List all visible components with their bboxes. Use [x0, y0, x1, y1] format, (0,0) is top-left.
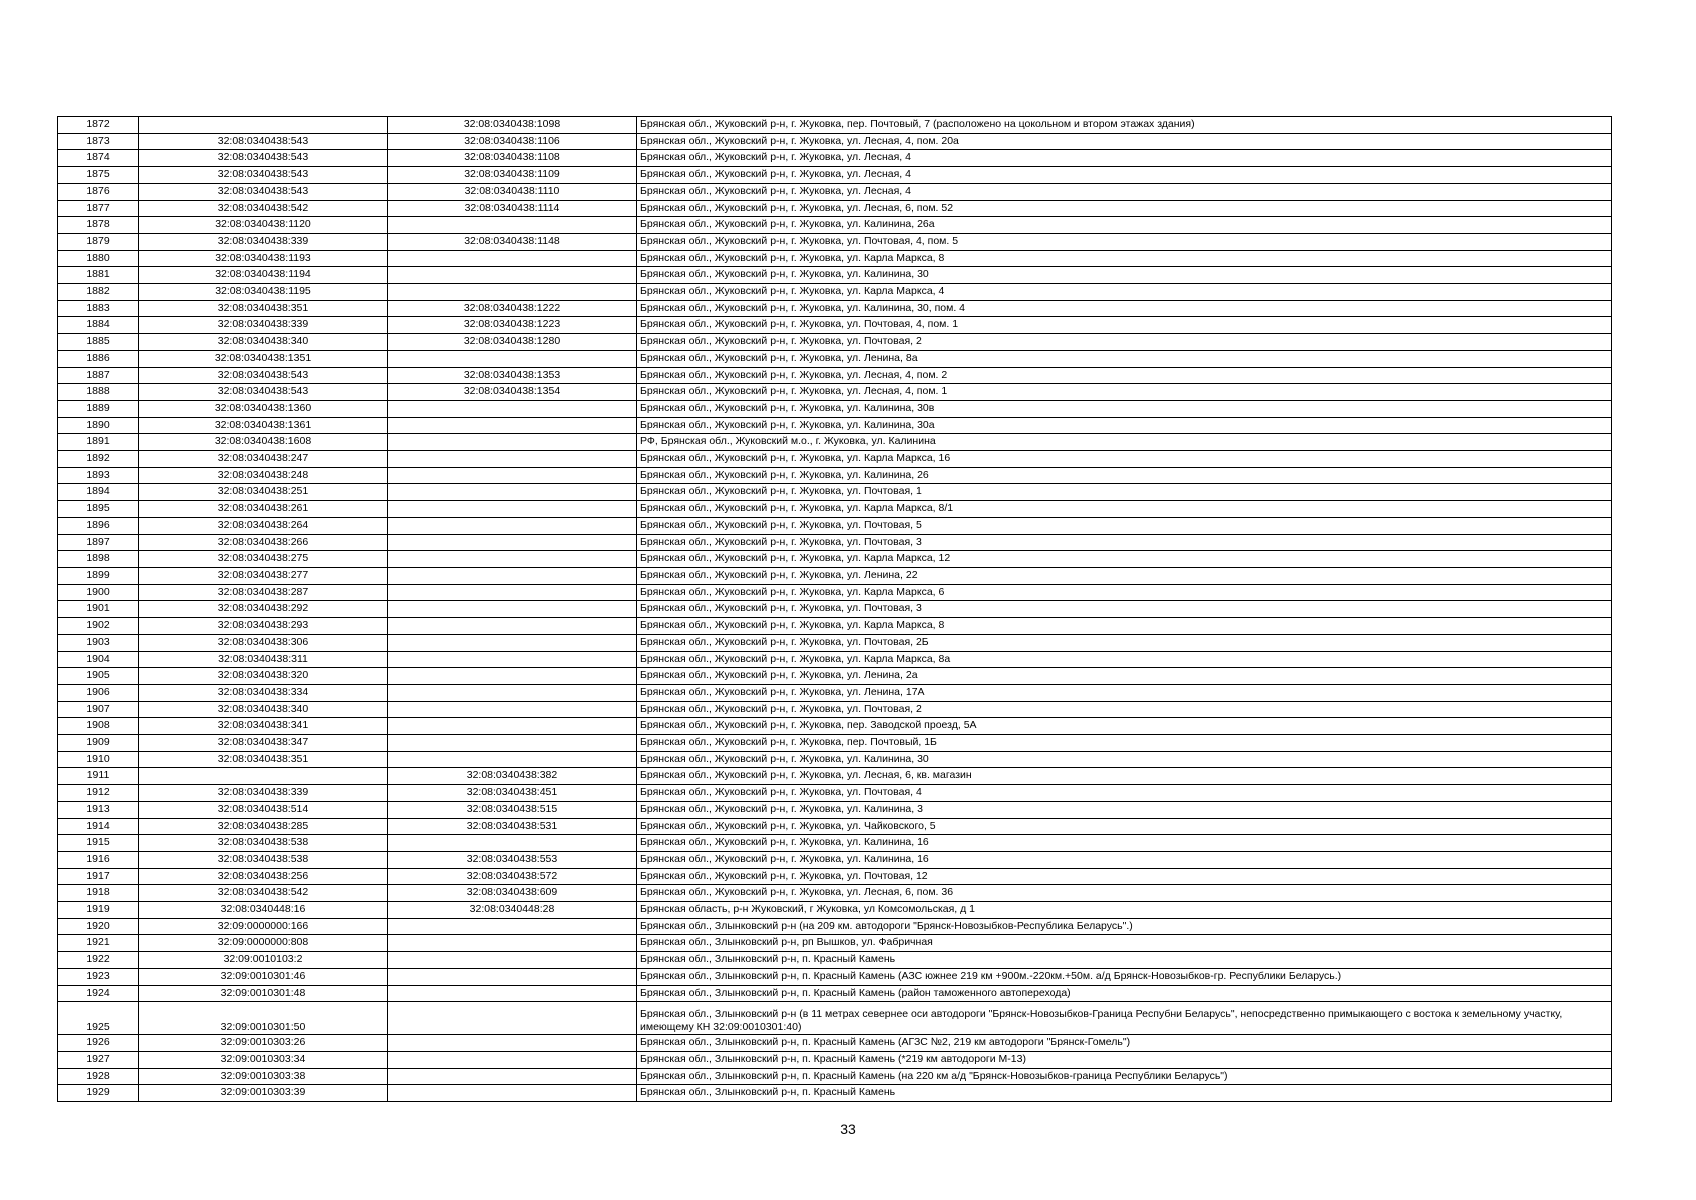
parent-cadastral-cell: 32:09:0010301:48	[139, 985, 388, 1002]
parent-cadastral-cell: 32:08:0340438:266	[139, 534, 388, 551]
cadastral-number-cell	[388, 584, 637, 601]
parent-cadastral-cell: 32:08:0340438:311	[139, 651, 388, 668]
table-row	[58, 484, 1612, 501]
address-cell: Брянская обл., Жуковский р-н, г. Жуковка, пер. Заводской проезд, 5А	[637, 718, 1612, 735]
address-cell: Брянская обл., Жуковский р-н, г. Жуковка, ул. Калинина, 16	[637, 835, 1612, 852]
row-number-cell: 1915	[58, 835, 139, 852]
row-number-cell: 1876	[58, 183, 139, 200]
address-cell: Брянская обл., Жуковский р-н, г. Жуковка, ул. Лесная, 4	[637, 167, 1612, 184]
row-number-cell: 1892	[58, 451, 139, 468]
cadastral-number-cell	[388, 935, 637, 952]
cadastral-number-cell: 32:08:0340438:1222	[388, 300, 637, 317]
address-cell: Брянская обл., Жуковский р-н, г. Жуковка, пер. Почтовый, 7 (расположено на цокольном и втором этажах здания)	[637, 117, 1612, 134]
address-cell: Брянская обл., Жуковский р-н, г. Жуковка, ул. Калинина, 30а	[637, 417, 1612, 434]
parent-cadastral-cell: 32:09:0000000:808	[139, 935, 388, 952]
cadastral-number-cell	[388, 517, 637, 534]
table-row	[58, 1002, 1612, 1035]
row-number-cell: 1881	[58, 267, 139, 284]
row-number-cell: 1895	[58, 501, 139, 518]
table-row	[58, 267, 1612, 284]
cadastral-number-cell: 32:08:0340438:1280	[388, 334, 637, 351]
table-row	[58, 1068, 1612, 1085]
cadastral-number-cell	[388, 400, 637, 417]
address-cell: Брянская обл., Жуковский р-н, г. Жуковка, ул. Ленина, 17А	[637, 684, 1612, 701]
table-row	[58, 250, 1612, 267]
address-cell: Брянская обл., Жуковский р-н, г. Жуковка, ул. Лесная, 6, пом. 52	[637, 200, 1612, 217]
table-row	[58, 618, 1612, 635]
table-row	[58, 300, 1612, 317]
table-row	[58, 851, 1612, 868]
address-cell: Брянская обл., Жуковский р-н, г. Жуковка, ул. Почтовая, 4, пом. 1	[637, 317, 1612, 334]
parent-cadastral-cell	[139, 117, 388, 134]
address-cell: Брянская обл., Жуковский р-н, г. Жуковка, ул. Ленина, 22	[637, 567, 1612, 584]
address-cell: Брянская обл., Жуковский р-н, г. Жуковка, ул. Карла Маркса, 4	[637, 284, 1612, 301]
address-cell: Брянская обл., Жуковский р-н, г. Жуковка, ул. Почтовая, 2	[637, 334, 1612, 351]
parent-cadastral-cell: 32:08:0340438:347	[139, 735, 388, 752]
address-cell: Брянская обл., Злынковский р-н, п. Красный Камень (на 220 км а/д "Брянск-Новозыбков-граница Республики Беларусь")	[637, 1068, 1612, 1085]
cadastral-number-cell	[388, 735, 637, 752]
table-row	[58, 417, 1612, 434]
address-cell: РФ, Брянская обл., Жуковский м.о., г. Жуковка, ул. Калинина	[637, 434, 1612, 451]
parent-cadastral-cell: 32:08:0340438:247	[139, 451, 388, 468]
parent-cadastral-cell: 32:08:0340438:285	[139, 818, 388, 835]
row-number-cell: 1916	[58, 851, 139, 868]
row-number-cell: 1893	[58, 467, 139, 484]
address-cell: Брянская обл., Злынковский р-н, п. Красный Камень	[637, 1085, 1612, 1102]
row-number-cell: 1877	[58, 200, 139, 217]
address-cell: Брянская обл., Злынковский р-н, п. Красный Камень (район таможенного автоперехода)	[637, 985, 1612, 1002]
cadastral-number-cell	[388, 484, 637, 501]
cadastral-number-cell	[388, 267, 637, 284]
cadastral-number-cell	[388, 835, 637, 852]
table-row	[58, 634, 1612, 651]
table-row	[58, 317, 1612, 334]
table-row	[58, 117, 1612, 134]
parent-cadastral-cell: 32:08:0340438:1608	[139, 434, 388, 451]
address-cell: Брянская обл., Жуковский р-н, г. Жуковка, ул. Калинина, 3	[637, 801, 1612, 818]
parent-cadastral-cell: 32:08:0340438:514	[139, 801, 388, 818]
property-table-body	[58, 117, 1612, 1102]
table-row	[58, 735, 1612, 752]
parent-cadastral-cell: 32:08:0340438:306	[139, 634, 388, 651]
address-cell: Брянская обл., Жуковский р-н, г. Жуковка, ул. Карла Маркса, 8а	[637, 651, 1612, 668]
cadastral-number-cell	[388, 634, 637, 651]
table-row	[58, 467, 1612, 484]
parent-cadastral-cell: 32:08:0340438:340	[139, 701, 388, 718]
parent-cadastral-cell: 32:09:0010103:2	[139, 952, 388, 969]
table-row	[58, 1035, 1612, 1052]
table-row	[58, 167, 1612, 184]
address-cell: Брянская обл., Жуковский р-н, г. Жуковка, ул. Почтовая, 2Б	[637, 634, 1612, 651]
cadastral-number-cell: 32:08:0340438:572	[388, 868, 637, 885]
table-row	[58, 350, 1612, 367]
parent-cadastral-cell: 32:08:0340438:277	[139, 567, 388, 584]
cadastral-number-cell	[388, 1051, 637, 1068]
table-row	[58, 868, 1612, 885]
address-cell: Брянская обл., Злынковский р-н (на 209 км. автодороги "Брянск-Новозыбков-Республика Беларусь".)	[637, 918, 1612, 935]
row-number-cell: 1914	[58, 818, 139, 835]
row-number-cell: 1910	[58, 751, 139, 768]
address-cell: Брянская обл., Жуковский р-н, г. Жуковка, ул. Почтовая, 3	[637, 601, 1612, 618]
table-row	[58, 133, 1612, 150]
parent-cadastral-cell: 32:08:0340438:1194	[139, 267, 388, 284]
address-cell: Брянская обл., Злынковский р-н, п. Красный Камень (АЗС южнее 219 км +900м.-220км.+50м. а/д Брянск-Новозыбков-гр. Республики Беларусь.)	[637, 968, 1612, 985]
parent-cadastral-cell: 32:08:0340438:542	[139, 885, 388, 902]
parent-cadastral-cell: 32:08:0340438:251	[139, 484, 388, 501]
cadastral-number-cell: 32:08:0340438:1098	[388, 117, 637, 134]
cadastral-number-cell: 32:08:0340438:553	[388, 851, 637, 868]
cadastral-number-cell	[388, 434, 637, 451]
table-row	[58, 818, 1612, 835]
address-cell: Брянская обл., Жуковский р-н, г. Жуковка, ул. Карла Маркса, 8	[637, 618, 1612, 635]
address-cell: Брянская обл., Злынковский р-н (в 11 метрах севернее оси автодороги "Брянск-Новозыбков-Граница Респубни Беларусь", непосредственно примыкающего с востока к земельному участку, имеющему КН 32:09:0010301:40)	[637, 1002, 1612, 1035]
table-row	[58, 384, 1612, 401]
row-number-cell: 1911	[58, 768, 139, 785]
address-cell: Брянская обл., Жуковский р-н, г. Жуковка, ул. Лесная, 4	[637, 150, 1612, 167]
table-row	[58, 517, 1612, 534]
parent-cadastral-cell: 32:08:0340438:256	[139, 868, 388, 885]
table-row	[58, 785, 1612, 802]
address-cell: Брянская обл., Жуковский р-н, г. Жуковка, ул. Ленина, 2а	[637, 668, 1612, 685]
row-number-cell: 1909	[58, 735, 139, 752]
address-cell: Брянская обл., Злынковский р-н, п. Красный Камень (*219 км автодороги М-13)	[637, 1051, 1612, 1068]
parent-cadastral-cell: 32:08:0340438:1351	[139, 350, 388, 367]
parent-cadastral-cell: 32:08:0340438:538	[139, 851, 388, 868]
address-cell: Брянская обл., Жуковский р-н, г. Жуковка, ул. Карла Маркса, 6	[637, 584, 1612, 601]
row-number-cell: 1921	[58, 935, 139, 952]
address-cell: Брянская обл., Жуковский р-н, г. Жуковка, ул. Почтовая, 4	[637, 785, 1612, 802]
address-cell: Брянская обл., Жуковский р-н, г. Жуковка, ул. Почтовая, 2	[637, 701, 1612, 718]
parent-cadastral-cell: 32:08:0340448:16	[139, 902, 388, 919]
row-number-cell: 1904	[58, 651, 139, 668]
table-row	[58, 233, 1612, 250]
parent-cadastral-cell: 32:09:0010301:50	[139, 1002, 388, 1035]
address-cell: Брянская обл., Жуковский р-н, г. Жуковка, ул. Калинина, 30в	[637, 400, 1612, 417]
row-number-cell: 1896	[58, 517, 139, 534]
table-row	[58, 651, 1612, 668]
table-row	[58, 183, 1612, 200]
address-cell: Брянская обл., Жуковский р-н, г. Жуковка, ул. Лесная, 6, кв. магазин	[637, 768, 1612, 785]
row-number-cell: 1919	[58, 902, 139, 919]
parent-cadastral-cell: 32:08:0340438:543	[139, 183, 388, 200]
address-cell: Брянская область, р-н Жуковский, г Жуковка, ул Комсомольская, д 1	[637, 902, 1612, 919]
row-number-cell: 1926	[58, 1035, 139, 1052]
row-number-cell: 1887	[58, 367, 139, 384]
parent-cadastral-cell: 32:08:0340438:293	[139, 618, 388, 635]
row-number-cell: 1928	[58, 1068, 139, 1085]
cadastral-number-cell: 32:08:0340438:1106	[388, 133, 637, 150]
row-number-cell: 1905	[58, 668, 139, 685]
row-number-cell: 1923	[58, 968, 139, 985]
property-table	[57, 116, 1612, 1102]
table-row	[58, 534, 1612, 551]
table-row	[58, 434, 1612, 451]
parent-cadastral-cell: 32:08:0340438:1360	[139, 400, 388, 417]
cadastral-number-cell	[388, 417, 637, 434]
row-number-cell: 1897	[58, 534, 139, 551]
parent-cadastral-cell: 32:08:0340438:542	[139, 200, 388, 217]
cadastral-number-cell	[388, 284, 637, 301]
row-number-cell: 1929	[58, 1085, 139, 1102]
parent-cadastral-cell: 32:08:0340438:543	[139, 133, 388, 150]
address-cell: Брянская обл., Жуковский р-н, г. Жуковка, пер. Почтовый, 1Б	[637, 735, 1612, 752]
address-cell: Брянская обл., Жуковский р-н, г. Жуковка, ул. Лесная, 4, пом. 1	[637, 384, 1612, 401]
cadastral-number-cell	[388, 751, 637, 768]
address-cell: Брянская обл., Злынковский р-н, рп Вышков, ул. Фабричная	[637, 935, 1612, 952]
cadastral-number-cell	[388, 250, 637, 267]
page-number: 33	[840, 1121, 856, 1137]
parent-cadastral-cell: 32:08:0340438:340	[139, 334, 388, 351]
table-row	[58, 1051, 1612, 1068]
parent-cadastral-cell: 32:08:0340438:264	[139, 517, 388, 534]
parent-cadastral-cell: 32:08:0340438:1193	[139, 250, 388, 267]
address-cell: Брянская обл., Жуковский р-н, г. Жуковка, ул. Калинина, 26а	[637, 217, 1612, 234]
table-row	[58, 601, 1612, 618]
row-number-cell: 1885	[58, 334, 139, 351]
address-cell: Брянская обл., Жуковский р-н, г. Жуковка, ул. Чайковского, 5	[637, 818, 1612, 835]
address-cell: Брянская обл., Жуковский р-н, г. Жуковка, ул. Карла Маркса, 8/1	[637, 501, 1612, 518]
parent-cadastral-cell: 32:09:0010303:38	[139, 1068, 388, 1085]
table-row	[58, 584, 1612, 601]
address-cell: Брянская обл., Жуковский р-н, г. Жуковка, ул. Лесная, 4, пом. 2	[637, 367, 1612, 384]
row-number-cell: 1922	[58, 952, 139, 969]
cadastral-number-cell	[388, 952, 637, 969]
table-row	[58, 551, 1612, 568]
address-cell: Брянская обл., Жуковский р-н, г. Жуковка, ул. Карла Маркса, 8	[637, 250, 1612, 267]
table-row	[58, 684, 1612, 701]
cadastral-number-cell: 32:08:0340438:609	[388, 885, 637, 902]
cadastral-number-cell: 32:08:0340438:1108	[388, 150, 637, 167]
row-number-cell: 1891	[58, 434, 139, 451]
table-row	[58, 968, 1612, 985]
table-row	[58, 701, 1612, 718]
parent-cadastral-cell: 32:08:0340438:543	[139, 150, 388, 167]
table-row	[58, 200, 1612, 217]
cadastral-number-cell	[388, 718, 637, 735]
parent-cadastral-cell: 32:08:0340438:543	[139, 384, 388, 401]
row-number-cell: 1894	[58, 484, 139, 501]
table-row	[58, 451, 1612, 468]
cadastral-number-cell: 32:08:0340438:1110	[388, 183, 637, 200]
table-row	[58, 668, 1612, 685]
parent-cadastral-cell: 32:08:0340438:1361	[139, 417, 388, 434]
address-cell: Брянская обл., Жуковский р-н, г. Жуковка, ул. Калинина, 16	[637, 851, 1612, 868]
cadastral-number-cell	[388, 1068, 637, 1085]
table-row	[58, 902, 1612, 919]
row-number-cell: 1920	[58, 918, 139, 935]
parent-cadastral-cell: 32:08:0340438:538	[139, 835, 388, 852]
row-number-cell: 1901	[58, 601, 139, 618]
row-number-cell: 1900	[58, 584, 139, 601]
cadastral-number-cell	[388, 701, 637, 718]
row-number-cell: 1907	[58, 701, 139, 718]
cadastral-number-cell	[388, 985, 637, 1002]
row-number-cell: 1889	[58, 400, 139, 417]
table-row	[58, 1085, 1612, 1102]
cadastral-number-cell: 32:08:0340438:1114	[388, 200, 637, 217]
cadastral-number-cell	[388, 618, 637, 635]
parent-cadastral-cell: 32:09:0010303:39	[139, 1085, 388, 1102]
parent-cadastral-cell: 32:08:0340438:292	[139, 601, 388, 618]
row-number-cell: 1925	[58, 1002, 139, 1035]
cadastral-number-cell	[388, 668, 637, 685]
parent-cadastral-cell: 32:09:0010301:46	[139, 968, 388, 985]
table-row	[58, 400, 1612, 417]
address-cell: Брянская обл., Жуковский р-н, г. Жуковка, ул. Калинина, 26	[637, 467, 1612, 484]
parent-cadastral-cell: 32:08:0340438:543	[139, 167, 388, 184]
parent-cadastral-cell: 32:08:0340438:339	[139, 785, 388, 802]
parent-cadastral-cell: 32:08:0340438:261	[139, 501, 388, 518]
row-number-cell: 1890	[58, 417, 139, 434]
cadastral-number-cell	[388, 534, 637, 551]
row-number-cell: 1899	[58, 567, 139, 584]
cadastral-number-cell: 32:08:0340438:451	[388, 785, 637, 802]
parent-cadastral-cell	[139, 768, 388, 785]
cadastral-number-cell	[388, 467, 637, 484]
cadastral-number-cell	[388, 1085, 637, 1102]
parent-cadastral-cell: 32:08:0340438:320	[139, 668, 388, 685]
cadastral-number-cell	[388, 684, 637, 701]
address-cell: Брянская обл., Жуковский р-н, г. Жуковка, ул. Почтовая, 4, пом. 5	[637, 233, 1612, 250]
row-number-cell: 1888	[58, 384, 139, 401]
address-cell: Брянская обл., Жуковский р-н, г. Жуковка, ул. Ленина, 8а	[637, 350, 1612, 367]
table-row	[58, 885, 1612, 902]
cadastral-number-cell	[388, 1035, 637, 1052]
table-row	[58, 768, 1612, 785]
row-number-cell: 1917	[58, 868, 139, 885]
table-row	[58, 835, 1612, 852]
row-number-cell: 1875	[58, 167, 139, 184]
row-number-cell: 1927	[58, 1051, 139, 1068]
cadastral-number-cell	[388, 451, 637, 468]
parent-cadastral-cell: 32:09:0010303:34	[139, 1051, 388, 1068]
cadastral-number-cell: 32:08:0340438:1354	[388, 384, 637, 401]
address-cell: Брянская обл., Жуковский р-н, г. Жуковка, ул. Почтовая, 1	[637, 484, 1612, 501]
cadastral-number-cell	[388, 968, 637, 985]
row-number-cell: 1874	[58, 150, 139, 167]
address-cell: Брянская обл., Жуковский р-н, г. Жуковка, ул. Почтовая, 12	[637, 868, 1612, 885]
parent-cadastral-cell: 32:08:0340438:248	[139, 467, 388, 484]
cadastral-number-cell	[388, 918, 637, 935]
row-number-cell: 1884	[58, 317, 139, 334]
table-row	[58, 918, 1612, 935]
address-cell: Брянская обл., Жуковский р-н, г. Жуковка, ул. Лесная, 4	[637, 183, 1612, 200]
parent-cadastral-cell: 32:08:0340438:341	[139, 718, 388, 735]
address-cell: Брянская обл., Жуковский р-н, г. Жуковка, ул. Калинина, 30	[637, 751, 1612, 768]
row-number-cell: 1912	[58, 785, 139, 802]
table-row	[58, 367, 1612, 384]
address-cell: Брянская обл., Жуковский р-н, г. Жуковка, ул. Карла Маркса, 12	[637, 551, 1612, 568]
parent-cadastral-cell: 32:08:0340438:287	[139, 584, 388, 601]
address-cell: Брянская обл., Жуковский р-н, г. Жуковка, ул. Карла Маркса, 16	[637, 451, 1612, 468]
cadastral-number-cell: 32:08:0340438:531	[388, 818, 637, 835]
cadastral-number-cell	[388, 350, 637, 367]
table-row	[58, 501, 1612, 518]
parent-cadastral-cell: 32:08:0340438:339	[139, 317, 388, 334]
table-row	[58, 567, 1612, 584]
parent-cadastral-cell: 32:09:0010303:26	[139, 1035, 388, 1052]
cadastral-number-cell: 32:08:0340438:1148	[388, 233, 637, 250]
row-number-cell: 1906	[58, 684, 139, 701]
row-number-cell: 1918	[58, 885, 139, 902]
cadastral-number-cell	[388, 567, 637, 584]
row-number-cell: 1882	[58, 284, 139, 301]
table-row	[58, 217, 1612, 234]
table-row	[58, 952, 1612, 969]
table-row	[58, 150, 1612, 167]
parent-cadastral-cell: 32:08:0340438:334	[139, 684, 388, 701]
cadastral-number-cell: 32:08:0340438:382	[388, 768, 637, 785]
cadastral-number-cell	[388, 1002, 637, 1035]
address-cell: Брянская обл., Жуковский р-н, г. Жуковка, ул. Почтовая, 3	[637, 534, 1612, 551]
parent-cadastral-cell: 32:09:0000000:166	[139, 918, 388, 935]
cadastral-number-cell	[388, 217, 637, 234]
parent-cadastral-cell: 32:08:0340438:543	[139, 367, 388, 384]
row-number-cell: 1886	[58, 350, 139, 367]
address-cell: Брянская обл., Жуковский р-н, г. Жуковка, ул. Лесная, 6, пом. 36	[637, 885, 1612, 902]
row-number-cell: 1879	[58, 233, 139, 250]
row-number-cell: 1883	[58, 300, 139, 317]
cadastral-number-cell: 32:08:0340438:1353	[388, 367, 637, 384]
address-cell: Брянская обл., Жуковский р-н, г. Жуковка, ул. Почтовая, 5	[637, 517, 1612, 534]
parent-cadastral-cell: 32:08:0340438:339	[139, 233, 388, 250]
row-number-cell: 1872	[58, 117, 139, 134]
parent-cadastral-cell: 32:08:0340438:1195	[139, 284, 388, 301]
row-number-cell: 1903	[58, 634, 139, 651]
parent-cadastral-cell: 32:08:0340438:1120	[139, 217, 388, 234]
parent-cadastral-cell: 32:08:0340438:275	[139, 551, 388, 568]
cadastral-number-cell	[388, 651, 637, 668]
table-row	[58, 985, 1612, 1002]
cadastral-number-cell	[388, 501, 637, 518]
cadastral-number-cell	[388, 551, 637, 568]
cadastral-number-cell	[388, 601, 637, 618]
table-row	[58, 751, 1612, 768]
row-number-cell: 1873	[58, 133, 139, 150]
row-number-cell: 1902	[58, 618, 139, 635]
cadastral-number-cell: 32:08:0340438:1223	[388, 317, 637, 334]
row-number-cell: 1908	[58, 718, 139, 735]
table-row	[58, 801, 1612, 818]
parent-cadastral-cell: 32:08:0340438:351	[139, 751, 388, 768]
table-row	[58, 284, 1612, 301]
table-row	[58, 718, 1612, 735]
address-cell: Брянская обл., Злынковский р-н, п. Красный Камень	[637, 952, 1612, 969]
row-number-cell: 1898	[58, 551, 139, 568]
address-cell: Брянская обл., Жуковский р-н, г. Жуковка, ул. Калинина, 30, пом. 4	[637, 300, 1612, 317]
address-cell: Брянская обл., Жуковский р-н, г. Жуковка, ул. Лесная, 4, пом. 20а	[637, 133, 1612, 150]
row-number-cell: 1913	[58, 801, 139, 818]
row-number-cell: 1880	[58, 250, 139, 267]
cadastral-number-cell: 32:08:0340438:515	[388, 801, 637, 818]
row-number-cell: 1924	[58, 985, 139, 1002]
table-row	[58, 935, 1612, 952]
address-cell: Брянская обл., Жуковский р-н, г. Жуковка, ул. Калинина, 30	[637, 267, 1612, 284]
row-number-cell: 1878	[58, 217, 139, 234]
table-row	[58, 334, 1612, 351]
address-cell: Брянская обл., Злынковский р-н, п. Красный Камень (АГЗС №2, 219 км автодороги "Брянск-Гомель")	[637, 1035, 1612, 1052]
cadastral-number-cell: 32:08:0340438:1109	[388, 167, 637, 184]
parent-cadastral-cell: 32:08:0340438:351	[139, 300, 388, 317]
cadastral-number-cell: 32:08:0340448:28	[388, 902, 637, 919]
